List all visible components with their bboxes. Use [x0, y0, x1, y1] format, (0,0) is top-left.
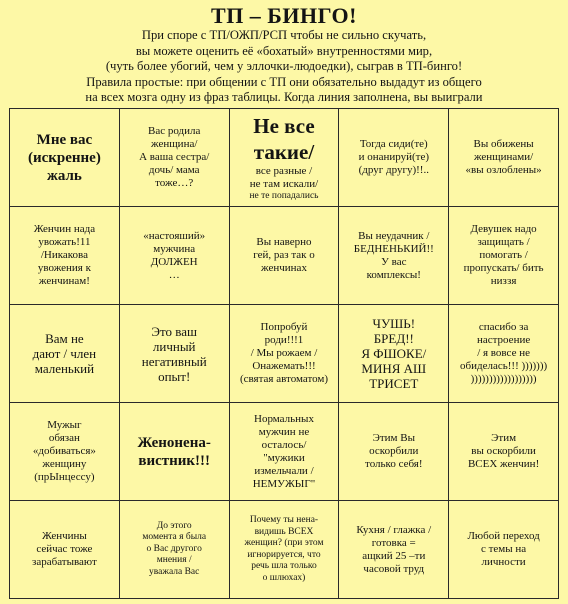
bingo-cell-text: Этим вы оскорбили ВСЕХ женчин! [467, 432, 540, 470]
bingo-cell-text: «настояший» мужчина ДОЛЖЕН … [143, 229, 206, 281]
bingo-cell [229, 207, 339, 305]
bingo-cell [119, 501, 229, 599]
bingo-cell [339, 109, 449, 207]
bingo-cell-text: Мне вас (искренне) жаль [27, 131, 101, 184]
bingo-cell [10, 207, 120, 305]
bingo-cell-text: Попробуй роди!!!1 / Мы рожаем / Онажемать!!! (святая автоматом) [239, 321, 329, 385]
bingo-cell [339, 207, 449, 305]
bingo-cell-text: Это ваш личный негативный опыт! [141, 323, 207, 384]
bingo-cell [229, 403, 339, 501]
header [0, 4, 568, 106]
bingo-cell [119, 305, 229, 403]
bingo-cell-text: Вам не дают / член маленький [32, 331, 97, 376]
bingo-cell-text: До этого момента я была о Вас другого мнения / уважала Вас [142, 520, 207, 577]
bingo-cell [449, 501, 559, 599]
bingo-cell-text: Женчины сейчас тоже зарабатывают [31, 530, 97, 568]
bingo-cell [449, 109, 559, 207]
bingo-cell [10, 109, 120, 207]
intro-line: (чуть более убогий, чем у эллочки-людоедки), сыграв в ТП-бинго! [105, 59, 463, 73]
bingo-row [10, 403, 559, 501]
bingo-cell [339, 305, 449, 403]
bingo-cell-text: Вы обижены женщинами/ «вы озлоблены» [465, 138, 542, 176]
intro-text [0, 28, 568, 106]
bingo-cell-text: Мужыг обязан «добиваться» женщину (прЫнцессу) [32, 419, 96, 483]
bingo-cell [119, 207, 229, 305]
bingo-cell-text: Женонена- вистник!!! [137, 434, 211, 469]
bingo-cell-text: Почему ты нена- видишь ВСЕХ женщин? (при этом игнорируется, что речь шла только о шлюхах) [244, 515, 324, 583]
bingo-cell-text: Девушек надо защищать / помогать / пропускать/ бить низзя [463, 223, 544, 287]
bingo-row [10, 501, 559, 599]
bingo-cell-text: Вас родила женщина/ А ваша сестра/ дочь/ мама тоже…? [139, 125, 210, 189]
bingo-cell [119, 109, 229, 207]
bingo-cell-text: Кухня / глажка / готовка = ащкий 25 –ти часовой труд [356, 523, 432, 575]
intro-line: Правила простые: при общении с ТП они обязательно выдадут из общего [86, 74, 482, 89]
bingo-cell-text: Женчин нада увожать!11 /Никакова увожения к женчинам! [33, 223, 96, 287]
bingo-row [10, 305, 559, 403]
bingo-cell [119, 403, 229, 501]
bingo-cell [339, 403, 449, 501]
bingo-cell [10, 305, 120, 403]
bingo-grid [9, 108, 559, 599]
intro-line: вы можете оценить её «бохатый» внутренностями мир, [135, 43, 433, 58]
bingo-cell-text: Вы наверно гей, раз так о женчинах [253, 236, 315, 274]
bingo-cell-text: Любой переход с темы на личности [467, 530, 540, 568]
bingo-cell [229, 305, 339, 403]
bingo-cell-text: Вы неудачник / БЕДНЕНЬКИЙ!! У вас комплексы! [353, 229, 434, 281]
bingo-cell [449, 305, 559, 403]
bingo-cell [229, 109, 339, 207]
bingo-cell [10, 501, 120, 599]
bingo-row [10, 109, 559, 207]
intro-line: При споре с ТП/ОЖП/РСП чтобы не сильно скучать, [141, 28, 427, 42]
bingo-cell [339, 501, 449, 599]
bingo-cell-text: Этим Вы оскорбили только себя! [365, 432, 423, 470]
bingo-cell-text: Нормальных мужчин не осталось/ "мужики измельчали / НЕМУЖЫГ" [252, 412, 316, 490]
page-title: ТП – БИНГО! [211, 3, 357, 28]
bingo-cell [229, 501, 339, 599]
bingo-cell-text: Не все такие/ все разные / не там искали/ не те попадались [249, 113, 319, 201]
bingo-cell [449, 207, 559, 305]
bingo-cell-text: Тогда сиди(те) и онанируй(те) (друг другу)!!.. [358, 138, 429, 176]
intro-line: на всех мозга одну из фраз таблицы. Когда линия заполнена, вы выиграли [85, 90, 483, 104]
bingo-cell-text: ЧУШЬ! БРЕД!! Я ФШОКЕ/ МИНЯ АШ ТРИСЕТ [361, 316, 427, 391]
bingo-cell [10, 403, 120, 501]
bingo-cell-text: спасибо за настроение / я вовсе не обиделась!!! ))))))) )))))))))))))))))) [460, 321, 548, 385]
bingo-cell [449, 403, 559, 501]
bingo-row [10, 207, 559, 305]
